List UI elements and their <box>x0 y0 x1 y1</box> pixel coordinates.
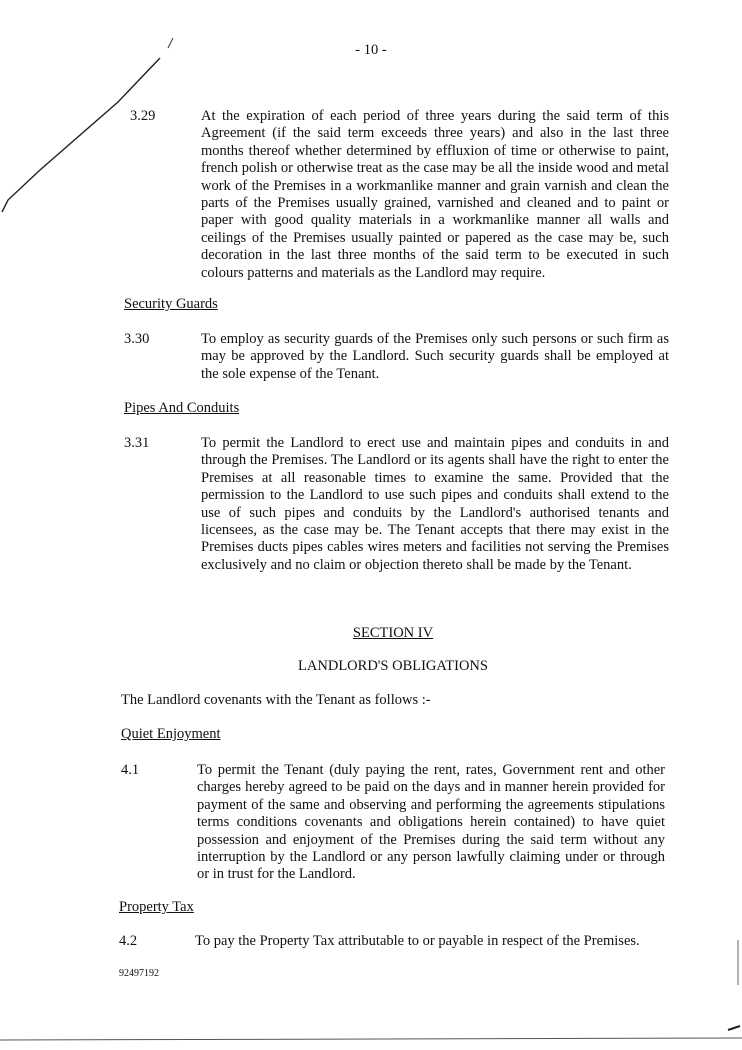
margin-pen-stroke <box>2 58 160 212</box>
clause-number: 3.29 <box>130 108 156 124</box>
clause-text: To permit the Landlord to erect use and maintain pipes and conduits in and through the Premises. The Landlord or its agents shall have the right to enter the Premises at all reasonable times to examine the same. Provided that the permission to the Landlord to use such pipes and conduits shall extend to the use of such pipes and conduits by the Landlord's authorised tenants and licensees, as the case may be. The Tenant accepts that there may exist in the Premises ducts pipes cables wires meters and facilities not serving the Premises exclusively and no claim or objection thereto shall be made by the Tenant. <box>201 435 669 573</box>
scan-edge-line <box>0 1038 742 1040</box>
clause-text: At the expiration of each period of three years during the said term of this Agreement (if the said term exceeds three years) and also in the last three months thereof whether determined by effluxion of time or otherwise to paint, french polish or otherwise treat as the case may be all the inside wood and metal work of the Premises in a workmanlike manner and grain varnish and clean the parts of the Premises usually grained, varnished and cleaned and to paint or paper with good quality materials in a workmanlike manner all walls and ceilings of the Premises usually painted or papered as the case may be, such decoration in the last three months of the said term to be executed in such colours patterns and materials as the Landlord may require. <box>201 108 669 281</box>
document-id: 92497192 <box>119 968 159 979</box>
clause-number: 3.31 <box>124 435 150 451</box>
clause-number: 4.2 <box>119 933 138 949</box>
section-heading: Security Guards <box>124 296 218 312</box>
scan-mark <box>728 1026 740 1030</box>
clause-number: 4.1 <box>121 762 140 778</box>
section-heading: Pipes And Conduits <box>124 400 240 416</box>
section-subtitle: LANDLORD'S OBLIGATIONS <box>298 658 488 674</box>
clause-text: To employ as security guards of the Premises only such persons or such firm as may be approved by the Landlord. Such security guards shall be employed at the sole expense of the Tenant. <box>201 331 669 382</box>
clause-number: 3.30 <box>124 331 150 347</box>
section-title: SECTION IV <box>352 625 434 641</box>
clause-text: To permit the Tenant (duly paying the rent, rates, Government rent and other charges hereby agreed to be paid on the days and in manner herein provided for payment of the same and observing and performing the agreements stipulations terms conditions covenants and obligations herein contained) to have quiet possession and enjoyment of the Premises during the said term without any interruption by the Landlord or any person lawfully claiming under or through or in trust for the Landlord. <box>197 762 665 883</box>
section-intro: The Landlord covenants with the Tenant as follows :- <box>121 692 431 708</box>
page-number: - 10 - <box>355 42 387 58</box>
clause-text: To pay the Property Tax attributable to or payable in respect of the Premises. <box>195 933 640 949</box>
section-heading: Property Tax <box>119 899 194 915</box>
section-heading: Quiet Enjoyment <box>121 726 221 742</box>
